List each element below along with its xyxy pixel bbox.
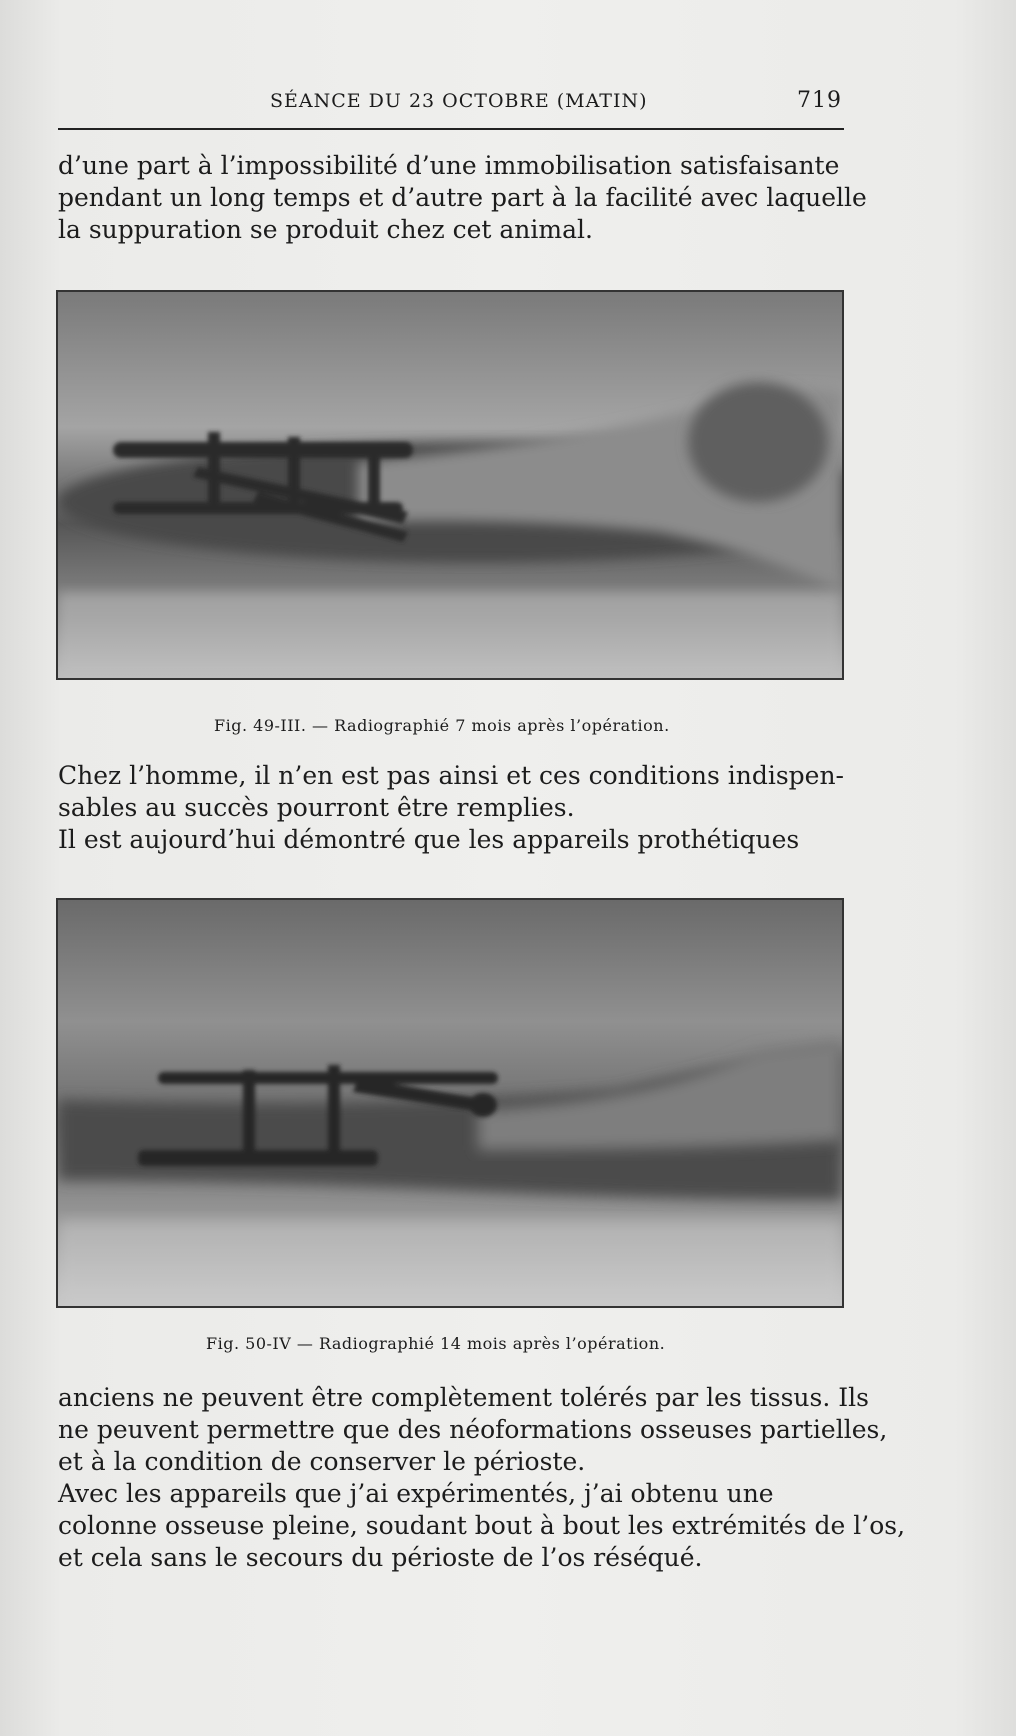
- paragraph-line: d’une part à l’impossibilité d’une immobilisation satisfaisante: [58, 151, 840, 180]
- figure-50-caption: Fig. 50-IV — Radiographié 14 mois après l’opération.: [206, 1334, 666, 1353]
- radiograph-figure-49: [56, 290, 844, 680]
- paragraph-line: colonne osseuse pleine, soudant bout à bout les extrémités de l’os,: [58, 1511, 906, 1540]
- paragraph-line: anciens ne peuvent être complètement tolérés par les tissus. Ils: [58, 1383, 869, 1412]
- running-title: SÉANCE DU 23 OCTOBRE (MATIN): [270, 90, 648, 112]
- running-header: [58, 86, 844, 118]
- paragraph-line: pendant un long temps et d’autre part à la facilité avec laquelle: [58, 183, 867, 212]
- radiograph-image: [58, 900, 842, 1306]
- paragraph-1: [58, 150, 867, 246]
- paragraph-2: [58, 760, 844, 856]
- paragraph-line: ne peuvent permettre que des néoformations osseuses partielles,: [58, 1415, 888, 1444]
- paragraph-3: [58, 1382, 906, 1574]
- paragraph-line: Il est aujourd’hui démontré que les appareils prothétiques: [58, 825, 800, 854]
- radiograph-figure-50: [56, 898, 844, 1308]
- figure-49-caption: Fig. 49-III. — Radiographié 7 mois après l’opération.: [214, 716, 670, 735]
- paragraph-line: et à la condition de conserver le périoste.: [58, 1447, 586, 1476]
- header-rule: [58, 128, 844, 130]
- paragraph-line: sables au succès pourront être remplies.: [58, 793, 575, 822]
- paragraph-line: Avec les appareils que j’ai expérimentés, j’ai obtenu une: [58, 1479, 774, 1508]
- radiograph-image: [58, 292, 842, 678]
- paragraph-line: et cela sans le secours du périoste de l’os réséqué.: [58, 1543, 703, 1572]
- paragraph-line: Chez l’homme, il n’en est pas ainsi et ces conditions indispen-: [58, 761, 844, 790]
- paragraph-line: la suppuration se produit chez cet animal.: [58, 215, 593, 244]
- page-number: 719: [797, 88, 842, 113]
